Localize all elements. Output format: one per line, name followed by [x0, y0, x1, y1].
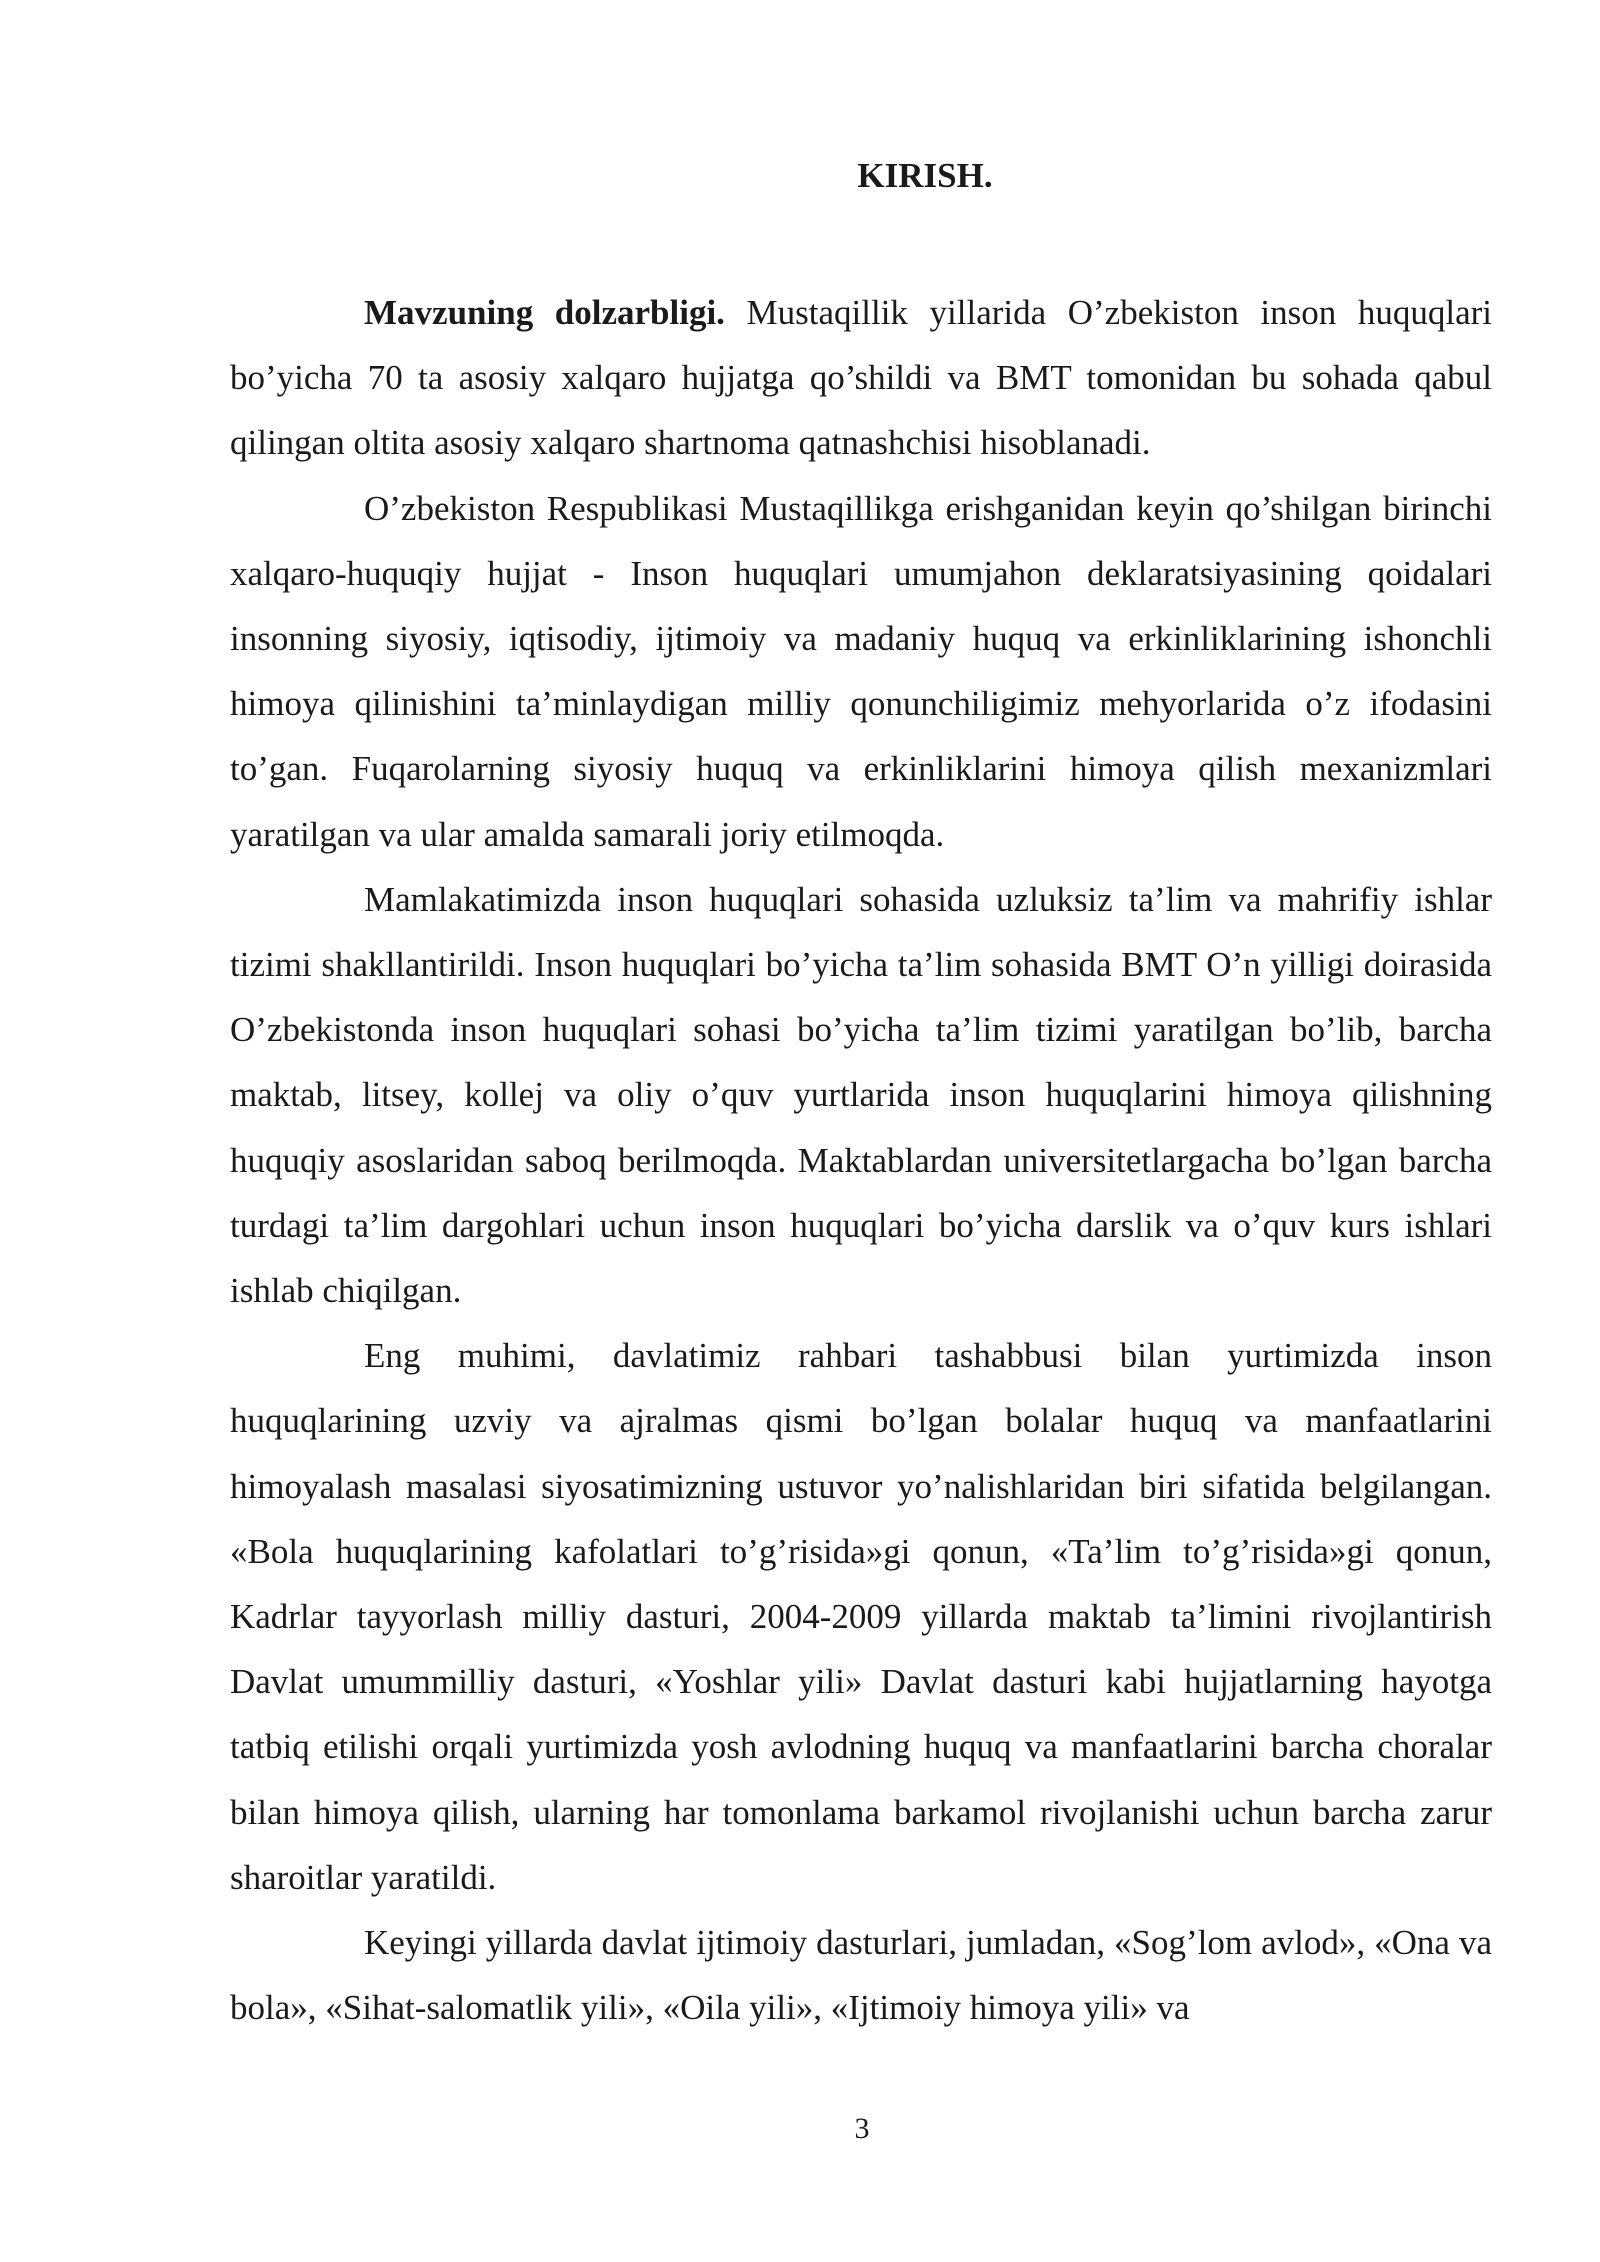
paragraph-declaration: O’zbekiston Respublikasi Mustaqillikga erishganidan keyin qo’shilgan birinchi xalqaro-huquqiy hujjat - Inson huquqlari umumjahon deklaratsiyasining qoidalari insonning siyosiy, iqtisodiy, ijtimoiy va madaniy huquq va erkinliklarining ishonchli himoya qilinishini ta’minlaydigan milliy qonunchiligimiz mehyorlarida o’z ifodasini to’gan. Fuqarolarning siyosiy huquq va erkinliklarini himoya qilish mexanizmlari yaratilgan va ular amalda samarali joriy etilmoqda.	[230, 488, 1492, 854]
paragraph-children-rights: Eng muhimi, davlatimiz rahbari tashabbusi bilan yurtimizda inson huquqlarining uzviy va ajralmas qismi bo’lgan bolalar huquq va manfaatlarini himoyalash masalasi siyosatimizning ustuvor yo’nalishlaridan biri sifatida belgilangan. «Bola huquqlarining kafolatlari to’g’risida»gi qonun, «Ta’lim to’g’risida»gi qonun, Kadrlar tayyorlash milliy dasturi, 2004-2009 yillarda maktab ta’limini rivojlantirish Davlat umummilliy dasturi, «Yoshlar yili» Davlat dasturi kabi hujjatlarning hayotga tatbiq etilishi orqali yurtimizda yosh avlodning huquq va manfaatlarini barcha choralar bilan himoya qilish, ularning har tomonlama barkamol rivojlanishi uchun barcha zarur sharoitlar yaratildi.	[230, 1336, 1492, 1897]
page-title: KIRISH.	[857, 156, 993, 195]
paragraph-text: Mustaqillik yillarida O’zbekiston inson huquqlari bo’yicha 70 ta asosiy xalqaro hujjatga qo’shildi va BMT tomonidan bu sohada qabul qilingan oltita asosiy xalqaro shartnoma qatnashchisi hisoblanadi.	[230, 293, 1492, 463]
body-text	[230, 280, 1492, 2040]
paragraph-education: Mamlakatimizda inson huquqlari sohasida uzluksiz ta’lim va mahrifiy ishlar tizimi shakllantirildi. Inson huquqlari bo’yicha ta’lim sohasida BMT O’n yilligi doirasida O’zbekistonda inson huquqlari sohasi bo’yicha ta’lim tizimi yaratilgan bo’lib, barcha maktab, litsey, kollej va oliy o’quv yurtlarida inson huquqlarini himoya qilishning huquqiy asoslaridan saboq berilmoqda. Maktablardan universitetlargacha bo’lgan barcha turdagi ta’lim dargohlari uchun inson huquqlari bo’yicha darslik va o’quv kurs ishlari ishlab chiqilgan.	[230, 879, 1492, 1311]
page-number: 3	[854, 2112, 870, 2145]
paragraph-lead: Mavzuning dolzarbligi.	[364, 293, 725, 332]
paragraph-social-programs: Keyingi yillarda davlat ijtimoiy dasturlari, jumladan, «Sog’lom avlod», «Ona va bola», «Sihat-salomatlik yili», «Oila yili», «Ijtimoiy himoya yili» va	[230, 1923, 1492, 2028]
paragraph-relevance	[230, 280, 1492, 476]
